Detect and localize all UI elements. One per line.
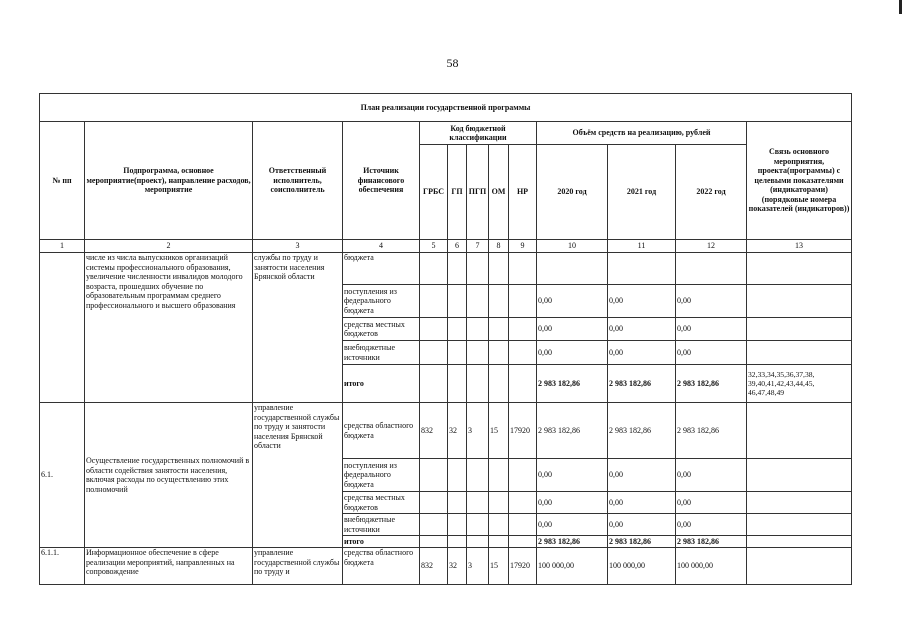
np-cell bbox=[509, 285, 537, 318]
source-cell: средства местных бюджетов bbox=[343, 492, 420, 514]
executor-cell: управление государственной службы по труду и bbox=[253, 548, 343, 585]
grbs-cell bbox=[420, 285, 448, 318]
col-number: 2 bbox=[85, 240, 253, 253]
col-number: 5 bbox=[420, 240, 448, 253]
column-number-row bbox=[40, 240, 852, 253]
amount-2022-cell: 0,00 bbox=[676, 285, 747, 318]
amount-2020-cell: 0,00 bbox=[537, 341, 608, 365]
pgp-cell bbox=[467, 536, 489, 548]
grbs-cell bbox=[420, 459, 448, 492]
amount-2022-cell: 100 000,00 bbox=[676, 548, 747, 585]
header-om: ОМ bbox=[489, 145, 509, 240]
source-cell: средства местных бюджетов bbox=[343, 318, 420, 341]
np-cell bbox=[509, 253, 537, 285]
amount-2022-cell bbox=[676, 253, 747, 285]
col-number: 1 bbox=[40, 240, 85, 253]
amount-2021-cell: 0,00 bbox=[608, 514, 676, 536]
amount-2020-cell bbox=[537, 253, 608, 285]
activity-name-cell: Информационное обеспечение в сфере реализации мероприятий, направленных на сопровождение bbox=[85, 548, 253, 585]
table-row bbox=[40, 253, 852, 285]
amount-2020-cell: 0,00 bbox=[537, 285, 608, 318]
amount-2021-cell: 0,00 bbox=[608, 285, 676, 318]
source-cell: внебюджетные источники bbox=[343, 514, 420, 536]
source-cell: поступления из федерального бюджета bbox=[343, 285, 420, 318]
grbs-cell bbox=[420, 514, 448, 536]
gp-cell bbox=[448, 318, 467, 341]
link-cell bbox=[747, 459, 852, 492]
amount-2020-cell: 0,00 bbox=[537, 492, 608, 514]
source-cell: бюджета bbox=[343, 253, 420, 285]
header-name: Подпрограмма, основное мероприятие(проект), направление расходов, мероприятие bbox=[85, 122, 253, 240]
header-pgp: ПГП bbox=[467, 145, 489, 240]
pgp-cell bbox=[467, 514, 489, 536]
table-caption: План реализации государственной программы bbox=[40, 94, 852, 122]
np-cell bbox=[509, 318, 537, 341]
gp-cell bbox=[448, 514, 467, 536]
np-cell: 17920 bbox=[509, 548, 537, 585]
link-cell bbox=[747, 318, 852, 341]
om-cell bbox=[489, 365, 509, 403]
pgp-cell bbox=[467, 341, 489, 365]
om-cell: 15 bbox=[489, 403, 509, 459]
om-cell bbox=[489, 318, 509, 341]
grbs-cell: 832 bbox=[420, 548, 448, 585]
col-number: 8 bbox=[489, 240, 509, 253]
executor-cell: службы по труду и занятости населения Брянской области bbox=[253, 253, 343, 403]
gp-cell bbox=[448, 365, 467, 403]
om-cell: 15 bbox=[489, 548, 509, 585]
header-source: Источник финансового обеспечения bbox=[343, 122, 420, 240]
row-num-cell: 6.1.1. bbox=[40, 548, 85, 585]
link-cell: 32,33,34,35,36,37,38, 39,40,41,42,43,44,45, 46,47,48,49 bbox=[747, 365, 852, 403]
amount-2021-cell: 2 983 182,86 bbox=[608, 403, 676, 459]
header-link: Связь основного мероприятия, проекта(программы) с целевыми показателями (индикаторами) (порядковые номера показателей (индикаторов)) bbox=[747, 122, 852, 240]
amount-2021-cell: 0,00 bbox=[608, 341, 676, 365]
np-cell: 17920 bbox=[509, 403, 537, 459]
gp-cell bbox=[448, 536, 467, 548]
pgp-cell bbox=[467, 459, 489, 492]
grbs-cell: 832 bbox=[420, 403, 448, 459]
header-row-1 bbox=[40, 122, 852, 145]
page-number: 58 bbox=[446, 56, 459, 70]
source-cell: внебюджетные источники bbox=[343, 341, 420, 365]
col-number: 12 bbox=[676, 240, 747, 253]
amount-2020-cell: 100 000,00 bbox=[537, 548, 608, 585]
link-cell bbox=[747, 548, 852, 585]
col-number: 9 bbox=[509, 240, 537, 253]
amount-2022-cell: 0,00 bbox=[676, 318, 747, 341]
np-cell bbox=[509, 459, 537, 492]
col-number: 13 bbox=[747, 240, 852, 253]
header-2021: 2021 год bbox=[608, 145, 676, 240]
om-cell bbox=[489, 285, 509, 318]
header-executor: Ответственный исполнитель, соисполнитель bbox=[253, 122, 343, 240]
row-num-cell bbox=[40, 253, 85, 403]
gp-cell bbox=[448, 459, 467, 492]
pgp-cell: 3 bbox=[467, 403, 489, 459]
source-cell: средства областного бюджета bbox=[343, 548, 420, 585]
col-number: 6 bbox=[448, 240, 467, 253]
table-row bbox=[40, 403, 852, 459]
om-cell bbox=[489, 514, 509, 536]
amount-2021-cell: 2 983 182,86 bbox=[608, 536, 676, 548]
pgp-cell bbox=[467, 365, 489, 403]
link-cell bbox=[747, 253, 852, 285]
col-number: 7 bbox=[467, 240, 489, 253]
grbs-cell bbox=[420, 365, 448, 403]
link-cell bbox=[747, 492, 852, 514]
amount-2022-cell: 2 983 182,86 bbox=[676, 536, 747, 548]
grbs-cell bbox=[420, 341, 448, 365]
activity-name-cell: числе из числа выпускников организаций системы профессионального образования, увеличение численности инвалидов молодого возраста, прошедших обучение по образовательным программам среднего профессионального и высшего образования bbox=[85, 253, 253, 403]
amount-2021-cell: 0,00 bbox=[608, 318, 676, 341]
executor-cell: управление государственной службы по труду и занятости населения Брянской области bbox=[253, 403, 343, 548]
scan-edge-mark bbox=[899, 0, 902, 14]
amount-2022-cell: 2 983 182,86 bbox=[676, 365, 747, 403]
col-number: 10 bbox=[537, 240, 608, 253]
gp-cell bbox=[448, 253, 467, 285]
amount-2022-cell: 0,00 bbox=[676, 514, 747, 536]
amount-2020-cell: 2 983 182,86 bbox=[537, 536, 608, 548]
header-np: НР bbox=[509, 145, 537, 240]
amount-2021-cell: 2 983 182,86 bbox=[608, 365, 676, 403]
np-cell bbox=[509, 514, 537, 536]
amount-2020-cell: 2 983 182,86 bbox=[537, 403, 608, 459]
link-cell bbox=[747, 285, 852, 318]
grbs-cell bbox=[420, 492, 448, 514]
np-cell bbox=[509, 492, 537, 514]
gp-cell bbox=[448, 285, 467, 318]
pgp-cell: 3 bbox=[467, 548, 489, 585]
grbs-cell bbox=[420, 318, 448, 341]
link-cell bbox=[747, 536, 852, 548]
pgp-cell bbox=[467, 285, 489, 318]
pgp-cell bbox=[467, 253, 489, 285]
caption-row bbox=[40, 94, 852, 122]
source-cell: средства областного бюджета bbox=[343, 403, 420, 459]
amount-2020-cell: 2 983 182,86 bbox=[537, 365, 608, 403]
amount-2022-cell: 2 983 182,86 bbox=[676, 403, 747, 459]
amount-2022-cell: 0,00 bbox=[676, 459, 747, 492]
header-code-group: Код бюджетной классификации bbox=[420, 122, 537, 145]
table-row bbox=[40, 548, 852, 585]
col-number: 11 bbox=[608, 240, 676, 253]
col-number: 3 bbox=[253, 240, 343, 253]
header-grbs: ГРБС bbox=[420, 145, 448, 240]
header-2020: 2020 год bbox=[537, 145, 608, 240]
amount-2020-cell: 0,00 bbox=[537, 318, 608, 341]
gp-cell bbox=[448, 492, 467, 514]
amount-2022-cell: 0,00 bbox=[676, 492, 747, 514]
grbs-cell bbox=[420, 253, 448, 285]
link-cell bbox=[747, 341, 852, 365]
amount-2020-cell: 0,00 bbox=[537, 459, 608, 492]
plan-table bbox=[39, 93, 852, 585]
np-cell bbox=[509, 365, 537, 403]
om-cell bbox=[489, 492, 509, 514]
header-2022: 2022 год bbox=[676, 145, 747, 240]
activity-name-cell: Осуществление государственных полномочий в области содействия занятости населения, включая расходы по осуществлению этих полномочий bbox=[85, 403, 253, 548]
om-cell bbox=[489, 536, 509, 548]
row-num-cell: 6.1. bbox=[40, 403, 85, 548]
grbs-cell bbox=[420, 536, 448, 548]
amount-2021-cell: 0,00 bbox=[608, 459, 676, 492]
gp-cell bbox=[448, 341, 467, 365]
header-volume-group: Объём средств на реализацию, рублей bbox=[537, 122, 747, 145]
gp-cell: 32 bbox=[448, 548, 467, 585]
amount-2020-cell: 0,00 bbox=[537, 514, 608, 536]
amount-2021-cell bbox=[608, 253, 676, 285]
pgp-cell bbox=[467, 492, 489, 514]
np-cell bbox=[509, 536, 537, 548]
amount-2022-cell: 0,00 bbox=[676, 341, 747, 365]
source-cell: итого bbox=[343, 365, 420, 403]
om-cell bbox=[489, 341, 509, 365]
header-num: № пп bbox=[40, 122, 85, 240]
pgp-cell bbox=[467, 318, 489, 341]
amount-2021-cell: 100 000,00 bbox=[608, 548, 676, 585]
link-cell bbox=[747, 403, 852, 459]
gp-cell: 32 bbox=[448, 403, 467, 459]
amount-2021-cell: 0,00 bbox=[608, 492, 676, 514]
om-cell bbox=[489, 253, 509, 285]
source-cell: итого bbox=[343, 536, 420, 548]
col-number: 4 bbox=[343, 240, 420, 253]
om-cell bbox=[489, 459, 509, 492]
header-gp: ГП bbox=[448, 145, 467, 240]
source-cell: поступления из федерального бюджета bbox=[343, 459, 420, 492]
np-cell bbox=[509, 341, 537, 365]
link-cell bbox=[747, 514, 852, 536]
